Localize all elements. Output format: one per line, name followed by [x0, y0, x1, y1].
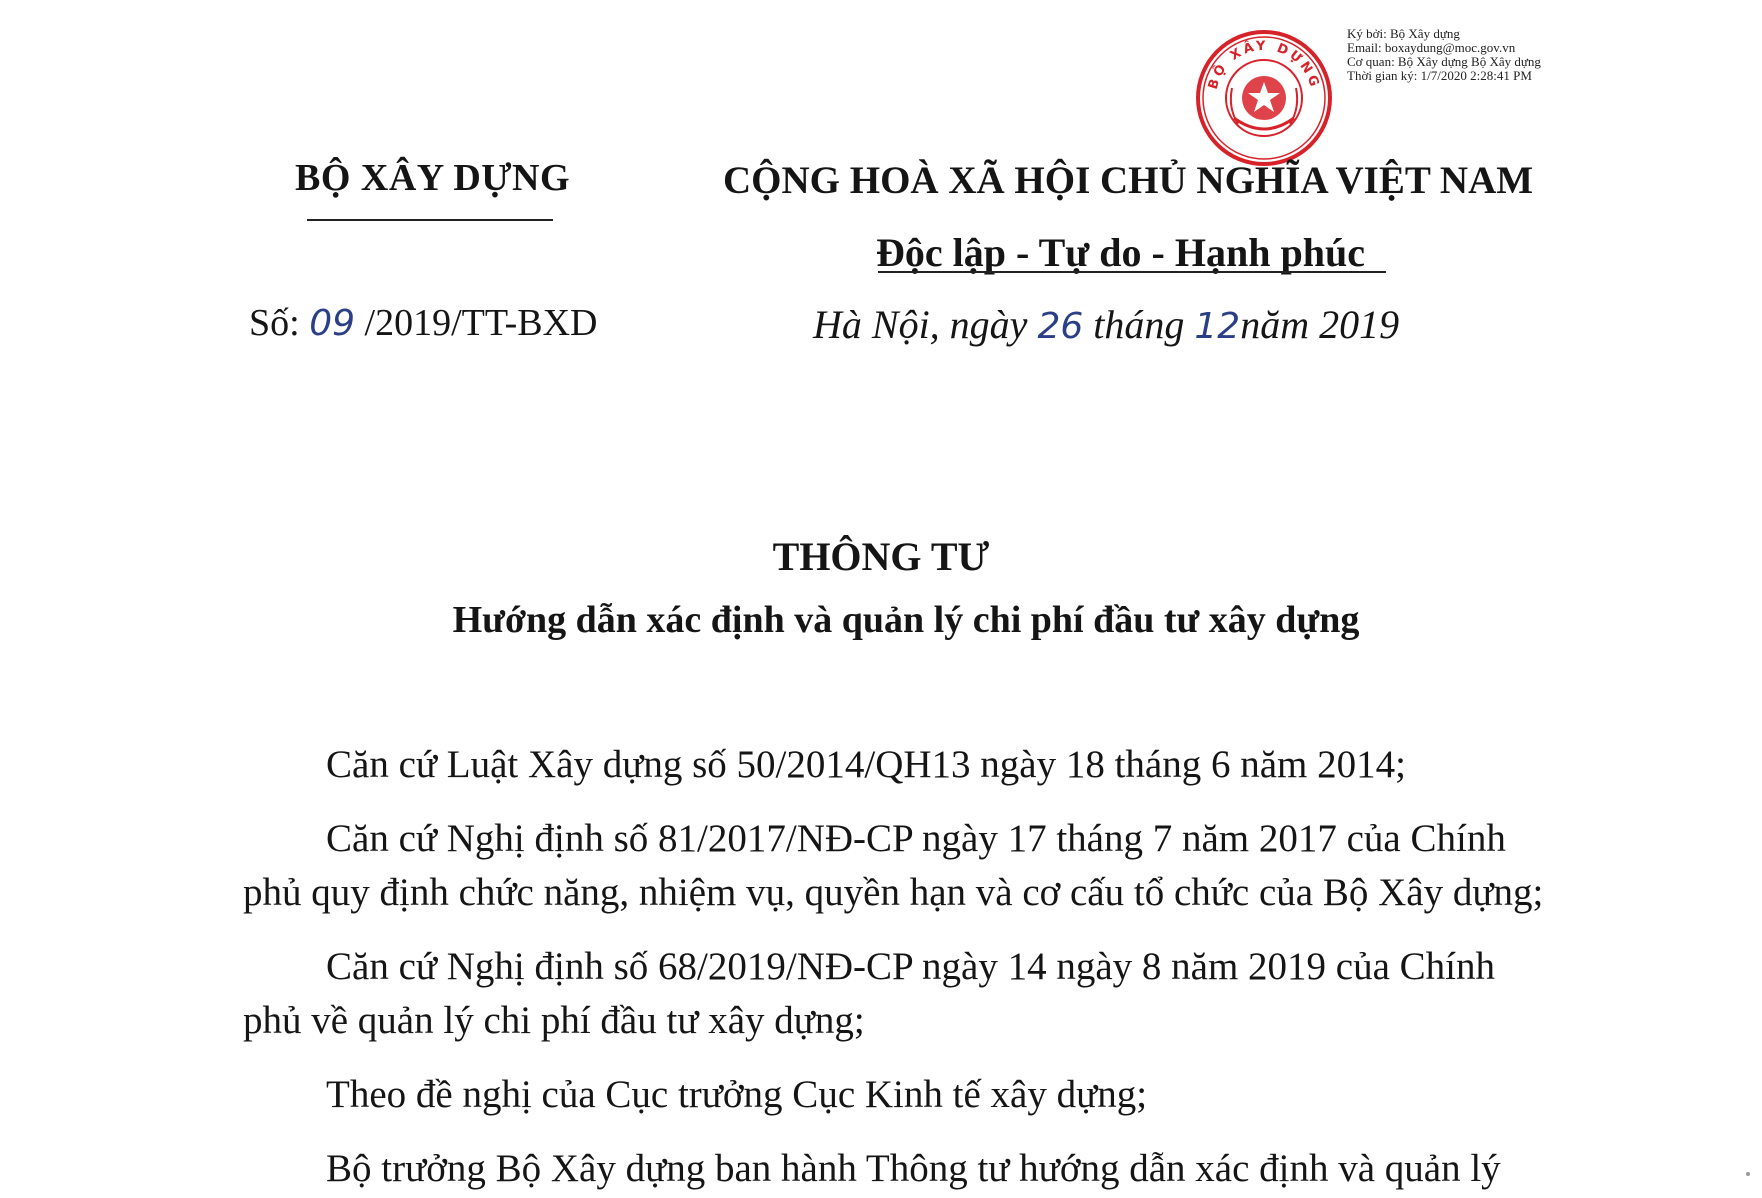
date-month: 12 [1194, 306, 1241, 347]
red-seal-stamp [1194, 28, 1334, 168]
issuing-agency: BỘ XÂY DỰNG [295, 157, 571, 199]
national-motto: Độc lập - Tự do - Hạnh phúc [876, 230, 1365, 275]
document-type-title: THÔNG TƯ [772, 534, 990, 579]
issue-date [813, 301, 1399, 348]
body-paragraph-3-line-1: Căn cứ Nghị định số 68/2019/NĐ-CP ngày 14 ngày 8 năm 2019 của Chính [326, 945, 1496, 988]
national-title: CỘNG HOÀ XÃ HỘI CHỦ NGHĨA VIỆT NAM [723, 159, 1534, 202]
number-prefix: Số: [249, 302, 310, 344]
date-month-label: tháng [1083, 302, 1195, 347]
number-handwritten: 09 [309, 303, 356, 344]
number-suffix: /2019/TT-BXD [355, 302, 598, 344]
body-paragraph-1: Căn cứ Luật Xây dựng số 50/2014/QH13 ngày 18 tháng 6 năm 2014; [326, 743, 1406, 786]
document-subtitle: Hướng dẫn xác định và quản lý chi phí đầu tư xây dựng [452, 599, 1360, 641]
date-day: 26 [1037, 306, 1084, 347]
body-paragraph-4: Theo đề nghị của Cục trưởng Cục Kinh tế xây dựng; [326, 1073, 1148, 1116]
seal-text: BỘ XÂY DỰNG [1205, 38, 1323, 92]
agency-underline [307, 219, 553, 221]
digital-signature-info [1347, 27, 1547, 83]
signature-agency: Cơ quan: Bộ Xây dựng Bộ Xây dựng [1347, 54, 1541, 69]
signature-time: Thời gian ký: 1/7/2020 2:28:41 PM [1347, 68, 1532, 83]
body-paragraph-2-line-2: phủ quy định chức năng, nhiệm vụ, quyền hạn và cơ cấu tổ chức của Bộ Xây dựng; [243, 871, 1544, 914]
motto-underline [878, 271, 1386, 273]
signature-signed-by: Ký bởi: Bộ Xây dựng [1347, 26, 1460, 41]
date-prefix: Hà Nội, ngày [813, 302, 1038, 347]
signature-email: Email: boxaydung@moc.gov.vn [1347, 40, 1516, 55]
body-paragraph-5: Bộ trưởng Bộ Xây dựng ban hành Thông tư hướng dẫn xác định và quản lý [326, 1147, 1501, 1190]
document-number [249, 301, 597, 345]
body-paragraph-3-line-2: phủ về quản lý chi phí đầu tư xây dựng; [243, 999, 865, 1042]
date-year: năm 2019 [1240, 302, 1400, 347]
body-paragraph-2-line-1: Căn cứ Nghị định số 81/2017/NĐ-CP ngày 17 tháng 7 năm 2017 của Chính [326, 817, 1506, 860]
scan-speck [1746, 1172, 1750, 1176]
